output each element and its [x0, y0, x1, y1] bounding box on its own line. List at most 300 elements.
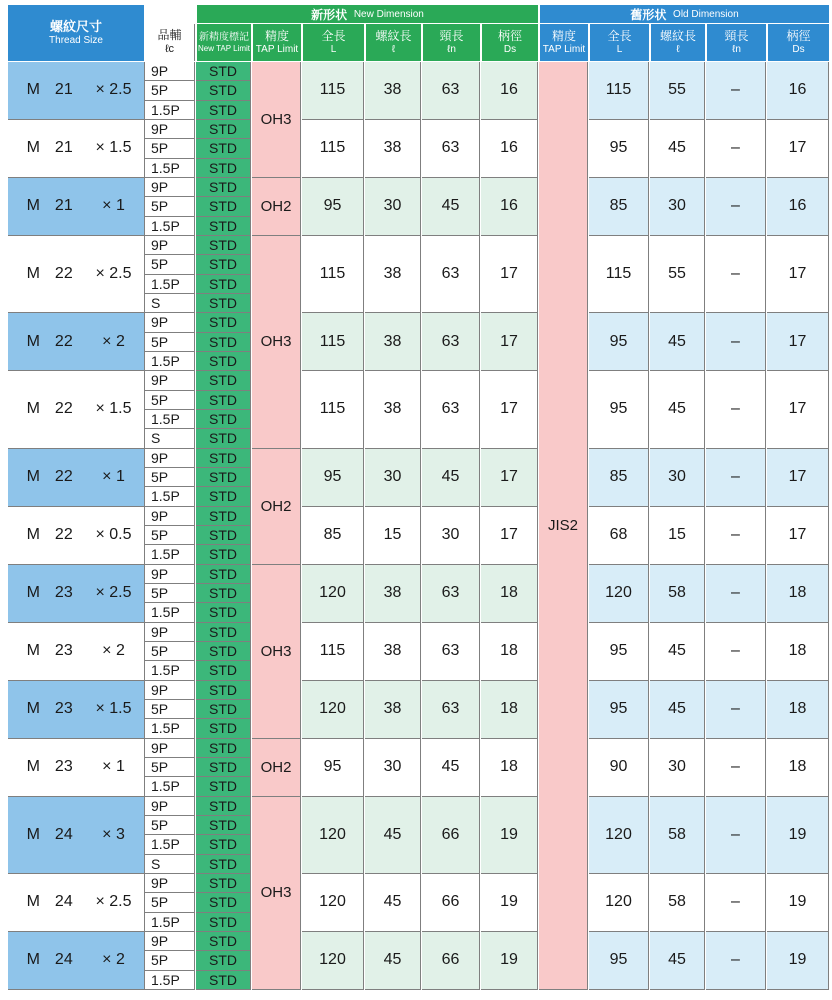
- new-dim-cell: 30: [422, 507, 480, 565]
- std-cell: STD: [196, 429, 251, 448]
- old-dim-cell: 17: [767, 236, 829, 313]
- old-dim-cell: –: [706, 449, 766, 507]
- new-col-header-jp: 全長: [321, 28, 346, 43]
- old-dim-cell: 45: [650, 313, 705, 371]
- tap-limit-cell: OH2: [252, 449, 301, 565]
- subtype-cell: 5P: [145, 951, 195, 970]
- old-col-header-en: ℓ: [676, 43, 680, 55]
- new-dim-cell: 17: [481, 236, 538, 313]
- subtype-cell: 1.5P: [145, 545, 195, 564]
- std-cell: STD: [196, 294, 251, 313]
- subtype-cell: 1.5P: [145, 217, 195, 236]
- subtype-cell: S: [145, 294, 195, 313]
- old-dim-cell: –: [706, 739, 766, 797]
- thread-size-cell: [8, 623, 145, 681]
- old-dim-cell: 45: [650, 623, 705, 681]
- old-col-header-jp: 頸長: [724, 28, 749, 43]
- old-dim-cell: 85: [589, 449, 649, 507]
- new-dim-cell: 115: [302, 371, 364, 448]
- new-dim-cell: 115: [302, 236, 364, 313]
- new-dim-cell: 15: [365, 507, 421, 565]
- thread-size-d: 22: [54, 400, 73, 418]
- new-dim-cell: 17: [481, 449, 538, 507]
- new-dimension-header-jp: 新形状: [311, 7, 348, 22]
- new-dim-cell: 63: [422, 120, 480, 178]
- thread-size-p: × 2.5: [95, 81, 132, 99]
- thread-size-m: M: [26, 758, 40, 776]
- thread-size-m: M: [26, 81, 40, 99]
- new-col-header-jp: 螺紋長: [375, 28, 412, 43]
- new-dim-cell: 45: [365, 932, 421, 990]
- thread-size-cell: [8, 739, 145, 797]
- old-dim-cell: 85: [589, 178, 649, 236]
- old-dim-cell: 115: [589, 236, 649, 313]
- old-col-header-en: Ds: [792, 43, 805, 55]
- thread-size-d: 21: [54, 139, 73, 157]
- thread-size-d: 21: [54, 81, 73, 99]
- new-dim-cell: 63: [422, 62, 480, 120]
- subtype-cell: 1.5P: [145, 487, 195, 506]
- old-dim-cell: 45: [650, 371, 705, 448]
- new-dim-cell: 19: [481, 797, 538, 874]
- new-col-header-1: [302, 23, 364, 61]
- new-col-header-en: ℓ: [391, 43, 396, 55]
- new-dim-cell: 85: [302, 507, 364, 565]
- thread-size-cell: [8, 178, 145, 236]
- std-cell: STD: [196, 159, 251, 178]
- old-dim-cell: –: [706, 62, 766, 120]
- subtype-header-sym: ℓc: [164, 43, 175, 56]
- subtype-cell: 5P: [145, 584, 195, 603]
- old-dim-cell: 18: [767, 739, 829, 797]
- new-dim-cell: 19: [481, 874, 538, 932]
- subtype-cell: 1.5P: [145, 835, 195, 854]
- subtype-cell: 1.5P: [145, 101, 195, 120]
- new-dim-cell: 115: [302, 623, 364, 681]
- thread-size-cell: [8, 371, 145, 448]
- subtype-cell: 9P: [145, 681, 195, 700]
- thread-size-cell: [8, 507, 145, 565]
- subtype-cell: 5P: [145, 333, 195, 352]
- old-dim-cell: 120: [589, 565, 649, 623]
- std-cell: STD: [196, 487, 251, 506]
- old-dim-cell: 95: [589, 313, 649, 371]
- tap-limit-cell: OH3: [252, 565, 301, 739]
- std-cell: STD: [196, 913, 251, 932]
- old-dim-cell: –: [706, 874, 766, 932]
- old-col-header-en: TAP Limit: [542, 43, 586, 55]
- std-cell: STD: [196, 835, 251, 854]
- thread-size-m: M: [26, 526, 40, 544]
- subtype-cell: 5P: [145, 468, 195, 487]
- thread-size-p: × 2.5: [95, 265, 132, 283]
- subtype-cell: 9P: [145, 565, 195, 584]
- subtype-cell: 5P: [145, 255, 195, 274]
- new-col-header-jp: 柄徑: [497, 28, 522, 43]
- old-dim-cell: 16: [767, 178, 829, 236]
- thread-size-m: M: [26, 265, 40, 283]
- thread-size-cell: [8, 874, 145, 932]
- new-dim-cell: 45: [365, 874, 421, 932]
- subtype-cell: 9P: [145, 371, 195, 390]
- old-col-header-jp: 精度: [551, 28, 576, 43]
- new-dim-cell: 17: [481, 313, 538, 371]
- new-dim-cell: 45: [422, 449, 480, 507]
- thread-size-d: 22: [54, 468, 73, 486]
- subtype-cell: 1.5P: [145, 777, 195, 796]
- thread-size-p: × 1.5: [95, 400, 132, 418]
- old-dim-cell: 95: [589, 120, 649, 178]
- old-col-header-jp: 柄徑: [786, 28, 811, 43]
- new-col-header-2: [365, 23, 421, 61]
- thread-size-m: M: [26, 139, 40, 157]
- old-col-header-en: L: [616, 43, 623, 55]
- subtype-cell: 9P: [145, 449, 195, 468]
- old-dim-cell: 95: [589, 623, 649, 681]
- thread-size-d: 22: [54, 332, 73, 350]
- new-dim-cell: 120: [302, 874, 364, 932]
- old-dim-cell: 58: [650, 874, 705, 932]
- new-dim-cell: 45: [422, 178, 480, 236]
- old-dim-cell: 30: [650, 178, 705, 236]
- new-dim-cell: 115: [302, 62, 364, 120]
- new-col-header-en: ℓn: [447, 43, 456, 55]
- old-dim-cell: 17: [767, 507, 829, 565]
- new-dim-cell: 115: [302, 120, 364, 178]
- old-col-header-3: [706, 23, 766, 61]
- std-cell: STD: [196, 797, 251, 816]
- std-cell: STD: [196, 951, 251, 970]
- old-dim-cell: –: [706, 507, 766, 565]
- old-tap-limit-cell: JIS2: [539, 62, 588, 990]
- new-dim-cell: 120: [302, 681, 364, 739]
- subtype-cell: S: [145, 855, 195, 874]
- subtype-cell: 5P: [145, 197, 195, 216]
- std-cell: STD: [196, 313, 251, 332]
- thread-size-header: [8, 5, 144, 61]
- new-col-header-jp: 精度: [264, 28, 289, 43]
- std-cell: STD: [196, 661, 251, 680]
- std-cell: STD: [196, 642, 251, 661]
- subtype-cell: 9P: [145, 739, 195, 758]
- subtype-cell: 5P: [145, 758, 195, 777]
- thread-size-cell: [8, 932, 145, 990]
- std-cell: STD: [196, 197, 251, 216]
- new-dim-cell: 38: [365, 236, 421, 313]
- old-dim-cell: 17: [767, 120, 829, 178]
- subtype-cell: 9P: [145, 932, 195, 951]
- new-dim-cell: 38: [365, 120, 421, 178]
- tap-limit-cell: OH3: [252, 236, 301, 449]
- subtype-cell: 5P: [145, 893, 195, 912]
- old-dim-cell: 17: [767, 449, 829, 507]
- std-cell: STD: [196, 932, 251, 951]
- subtype-cell: 1.5P: [145, 410, 195, 429]
- std-cell: STD: [196, 62, 251, 81]
- old-dim-cell: 55: [650, 236, 705, 313]
- old-dim-cell: –: [706, 623, 766, 681]
- old-dim-cell: 95: [589, 681, 649, 739]
- std-cell: STD: [196, 681, 251, 700]
- subtype-cell: 1.5P: [145, 603, 195, 622]
- thread-size-d: 23: [54, 700, 73, 718]
- new-dim-cell: 66: [422, 797, 480, 874]
- old-dim-cell: –: [706, 313, 766, 371]
- thread-size-cell: [8, 565, 145, 623]
- std-cell: STD: [196, 971, 251, 990]
- old-dim-cell: –: [706, 565, 766, 623]
- old-dim-cell: –: [706, 236, 766, 313]
- subtype-cell: 1.5P: [145, 913, 195, 932]
- tap-limit-cell: OH3: [252, 62, 301, 178]
- std-cell: STD: [196, 816, 251, 835]
- thread-size-cell: [8, 313, 145, 371]
- thread-size-m: M: [26, 584, 40, 602]
- new-dim-cell: 18: [481, 681, 538, 739]
- new-dim-cell: 30: [365, 178, 421, 236]
- std-cell: STD: [196, 777, 251, 796]
- thread-size-d: 23: [54, 642, 73, 660]
- thread-size-m: M: [26, 468, 40, 486]
- old-dimension-header: [539, 5, 829, 23]
- std-cell: STD: [196, 410, 251, 429]
- subtype-cell: 9P: [145, 313, 195, 332]
- thread-size-m: M: [26, 893, 40, 911]
- thread-size-m: M: [26, 332, 40, 350]
- new-dim-cell: 30: [365, 449, 421, 507]
- new-dim-cell: 120: [302, 932, 364, 990]
- old-col-header-1: [589, 23, 649, 61]
- subtype-cell: 9P: [145, 797, 195, 816]
- subtype-cell: 5P: [145, 700, 195, 719]
- new-col-header-0: [252, 23, 301, 61]
- thread-size-m: M: [26, 700, 40, 718]
- thread-size-m: M: [26, 642, 40, 660]
- std-cell: STD: [196, 120, 251, 139]
- std-cell: STD: [196, 507, 251, 526]
- new-dim-cell: 38: [365, 623, 421, 681]
- new-dim-cell: 120: [302, 565, 364, 623]
- thread-size-header-jp: 螺紋尺寸: [49, 18, 102, 34]
- old-dim-cell: 19: [767, 932, 829, 990]
- old-dim-cell: 120: [589, 797, 649, 874]
- old-dim-cell: –: [706, 681, 766, 739]
- thread-size-d: 24: [54, 825, 73, 843]
- thread-size-m: M: [26, 400, 40, 418]
- std-cell: STD: [196, 700, 251, 719]
- std-cell: STD: [196, 584, 251, 603]
- thread-size-p: × 1: [102, 197, 125, 215]
- thread-size-p: × 2: [102, 332, 125, 350]
- std-cell: STD: [196, 217, 251, 236]
- std-cell: STD: [196, 545, 251, 564]
- tap-limit-cell: OH2: [252, 739, 301, 797]
- old-dim-cell: 15: [650, 507, 705, 565]
- new-dim-cell: 38: [365, 371, 421, 448]
- thread-size-d: 22: [54, 526, 73, 544]
- new-dim-cell: 66: [422, 932, 480, 990]
- std-cell: STD: [196, 758, 251, 777]
- new-dim-cell: 18: [481, 739, 538, 797]
- thread-size-header-en: Thread Size: [49, 34, 103, 46]
- subtype-cell: 1.5P: [145, 159, 195, 178]
- old-col-header-jp: 螺紋長: [659, 28, 696, 43]
- std-cell: STD: [196, 275, 251, 294]
- subtype-cell: 9P: [145, 120, 195, 139]
- subtype-cell: 5P: [145, 139, 195, 158]
- new-dim-cell: 38: [365, 565, 421, 623]
- std-cell: STD: [196, 101, 251, 120]
- old-dim-cell: 45: [650, 681, 705, 739]
- new-limit-mark-header-en: New TAP Limit: [197, 43, 250, 53]
- subtype-cell: 9P: [145, 236, 195, 255]
- old-dim-cell: 95: [589, 371, 649, 448]
- old-dimension-header-en: Old Dimension: [673, 8, 739, 20]
- std-cell: STD: [196, 352, 251, 371]
- new-dim-cell: 18: [481, 565, 538, 623]
- old-dim-cell: 18: [767, 623, 829, 681]
- thread-size-cell: [8, 797, 145, 874]
- old-dim-cell: 17: [767, 371, 829, 448]
- new-dim-cell: 63: [422, 313, 480, 371]
- new-dim-cell: 66: [422, 874, 480, 932]
- old-dim-cell: –: [706, 178, 766, 236]
- old-col-header-en: ℓn: [732, 43, 741, 55]
- old-col-header-jp: 全長: [607, 28, 632, 43]
- subtype-cell: 1.5P: [145, 719, 195, 738]
- thread-size-p: × 2.5: [95, 893, 132, 911]
- subtype-header: [145, 24, 195, 61]
- std-cell: STD: [196, 623, 251, 642]
- old-dim-cell: 45: [650, 120, 705, 178]
- std-cell: STD: [196, 449, 251, 468]
- tap-limit-cell: OH2: [252, 178, 301, 236]
- subtype-cell: 1.5P: [145, 661, 195, 680]
- old-dim-cell: 58: [650, 565, 705, 623]
- subtype-cell: 1.5P: [145, 275, 195, 294]
- subtype-cell: 5P: [145, 81, 195, 100]
- old-dim-cell: 19: [767, 874, 829, 932]
- old-dim-cell: 30: [650, 449, 705, 507]
- thread-size-p: × 2.5: [95, 584, 132, 602]
- std-cell: STD: [196, 565, 251, 584]
- new-dim-cell: 17: [481, 507, 538, 565]
- subtype-cell: 5P: [145, 391, 195, 410]
- old-dim-cell: –: [706, 932, 766, 990]
- thread-size-cell: [8, 120, 145, 178]
- new-dim-cell: 120: [302, 797, 364, 874]
- new-dim-cell: 95: [302, 739, 364, 797]
- old-dim-cell: 120: [589, 874, 649, 932]
- subtype-cell: 9P: [145, 623, 195, 642]
- new-dim-cell: 38: [365, 313, 421, 371]
- new-dim-cell: 16: [481, 62, 538, 120]
- old-dim-cell: –: [706, 120, 766, 178]
- std-cell: STD: [196, 236, 251, 255]
- new-col-header-3: [422, 23, 480, 61]
- old-col-header-2: [650, 23, 705, 61]
- old-dim-cell: 18: [767, 681, 829, 739]
- new-dim-cell: 45: [422, 739, 480, 797]
- new-dim-cell: 95: [302, 449, 364, 507]
- new-dim-cell: 115: [302, 313, 364, 371]
- thread-size-cell: [8, 236, 145, 313]
- std-cell: STD: [196, 391, 251, 410]
- std-cell: STD: [196, 739, 251, 758]
- subtype-cell: 5P: [145, 642, 195, 661]
- subtype-cell: S: [145, 429, 195, 448]
- old-dim-cell: 58: [650, 797, 705, 874]
- new-dim-cell: 17: [481, 371, 538, 448]
- new-dim-cell: 19: [481, 932, 538, 990]
- subtype-cell: 5P: [145, 526, 195, 545]
- thread-size-d: 24: [54, 951, 73, 969]
- thread-size-d: 21: [54, 197, 73, 215]
- thread-size-p: × 1.5: [95, 700, 132, 718]
- new-dim-cell: 18: [481, 623, 538, 681]
- thread-size-p: × 1: [102, 468, 125, 486]
- std-cell: STD: [196, 874, 251, 893]
- thread-size-p: × 0.5: [95, 526, 132, 544]
- old-dim-cell: 68: [589, 507, 649, 565]
- new-dim-cell: 38: [365, 681, 421, 739]
- old-dim-cell: –: [706, 371, 766, 448]
- thread-size-cell: [8, 449, 145, 507]
- new-dim-cell: 63: [422, 371, 480, 448]
- thread-size-p: × 2: [102, 642, 125, 660]
- new-dim-cell: 63: [422, 681, 480, 739]
- new-dim-cell: 45: [365, 797, 421, 874]
- std-cell: STD: [196, 893, 251, 912]
- std-cell: STD: [196, 333, 251, 352]
- thread-size-m: M: [26, 951, 40, 969]
- std-cell: STD: [196, 603, 251, 622]
- new-col-header-en: TAP Limit: [255, 43, 299, 55]
- old-col-header-0: [539, 23, 588, 61]
- thread-size-p: × 1: [102, 758, 125, 776]
- old-dimension-header-jp: 舊形状: [630, 7, 667, 22]
- old-dim-cell: 30: [650, 739, 705, 797]
- tap-limit-cell: OH3: [252, 797, 301, 990]
- std-cell: STD: [196, 255, 251, 274]
- subtype-cell: 9P: [145, 178, 195, 197]
- new-col-header-4: [481, 23, 538, 61]
- old-dim-cell: 90: [589, 739, 649, 797]
- new-dimension-header: [196, 5, 538, 23]
- thread-size-d: 24: [54, 893, 73, 911]
- thread-size-d: 22: [54, 265, 73, 283]
- new-col-header-en: L: [330, 43, 337, 55]
- old-dim-cell: 19: [767, 797, 829, 874]
- old-dim-cell: 115: [589, 62, 649, 120]
- std-cell: STD: [196, 855, 251, 874]
- new-dim-cell: 63: [422, 565, 480, 623]
- new-dimension-header-en: New Dimension: [353, 8, 424, 20]
- thread-size-cell: [8, 681, 145, 739]
- old-dim-cell: 55: [650, 62, 705, 120]
- new-dim-cell: 95: [302, 178, 364, 236]
- new-dim-cell: 38: [365, 62, 421, 120]
- old-dim-cell: 16: [767, 62, 829, 120]
- old-dim-cell: 18: [767, 565, 829, 623]
- new-col-header-jp: 頸長: [439, 28, 464, 43]
- subtype-header-jp: 品輔: [157, 28, 182, 43]
- std-cell: STD: [196, 371, 251, 390]
- subtype-cell: 9P: [145, 62, 195, 81]
- new-dim-cell: 16: [481, 178, 538, 236]
- old-dim-cell: –: [706, 797, 766, 874]
- std-cell: STD: [196, 81, 251, 100]
